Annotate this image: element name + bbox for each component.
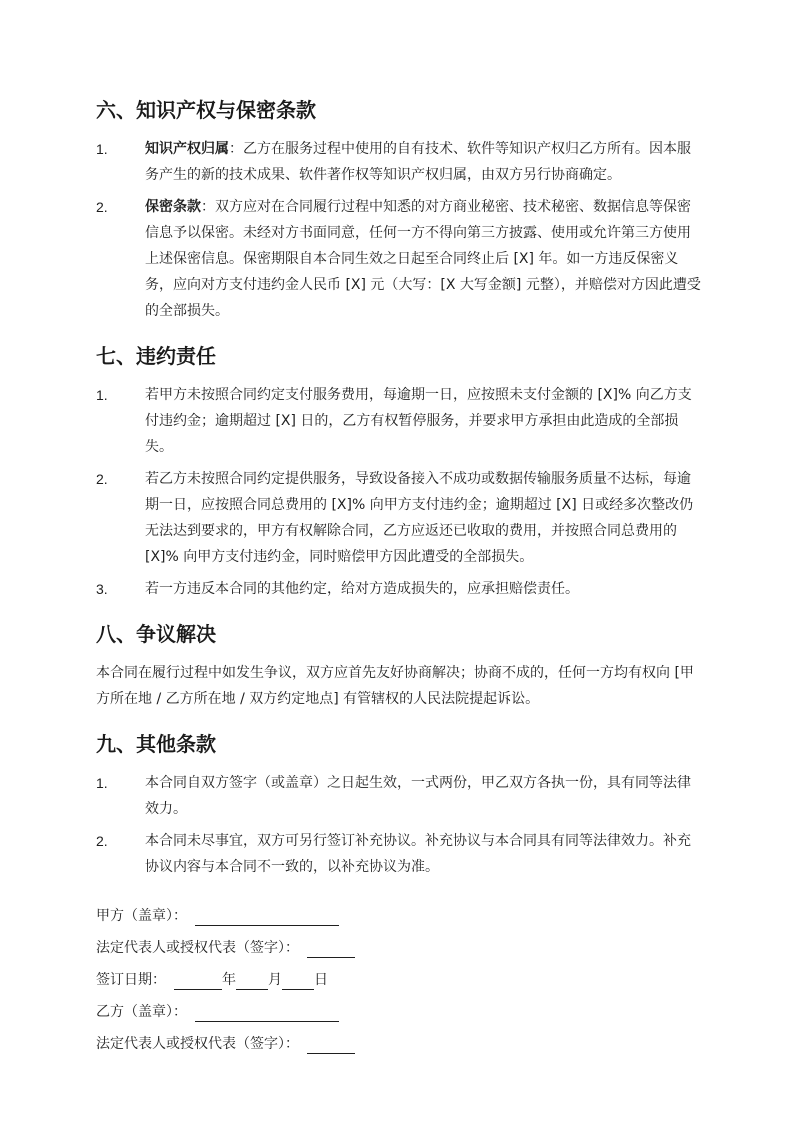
party-a-seal-blank[interactable] [195,909,339,926]
clause-number: 1. [96,387,108,403]
clause-list [96,770,702,880]
section-title: 七、违约责任 [96,344,216,368]
signature-block [96,894,702,1054]
clause-term: 知识产权归属 [145,141,229,157]
clause-text: 若一方违反本合同的其他约定，给对方造成损失的，应承担赔偿责任。 [145,581,579,597]
clause-item [96,466,702,570]
date-label: 签订日期： [96,972,166,988]
party-b-label: 乙方（盖章）： [96,1004,187,1020]
party-b-seal-blank[interactable] [195,1005,339,1022]
year-blank[interactable] [174,973,222,990]
clause-item [96,382,702,460]
party-b-rep-label: 法定代表人或授权代表（签字）： [96,1036,299,1052]
clause-text: 本合同自双方签字（或盖章）之日起生效，一式两份，甲乙双方各执一份，具有同等法律效力。 [145,775,691,817]
clause-body [145,136,702,188]
clause-body [145,194,702,324]
clause-text: 双方应对在合同履行过程中知悉的对方商业秘密、技术秘密、数据信息等保密信息予以保密。未经对方书面同意，任何一方不得向第三方披露、使用或允许第三方使用上述保密信息。保密期限自本合同生效之日起至合同终止后 [X] 年。如一方违反保密义务，应向对方支付违约金人民币 [X] 元（大写：[X 大写金额] 元整），并赔偿对方因此遭受的全部损失。 [145,199,701,319]
clause-number: 2. [96,471,108,487]
clause-number: 2. [96,199,108,215]
party-b-rep-line [96,1022,702,1054]
party-a-rep-blank[interactable] [307,941,355,958]
clause-item [96,770,702,822]
month-label: 月 [268,972,282,988]
day-label: 日 [314,972,328,988]
contract-page [96,92,702,1054]
dispute-paragraph: 本合同在履行过程中如发生争议，双方应首先友好协商解决；协商不成的，任何一方均有权向 [甲方所在地 / 乙方所在地 / 双方约定地点] 有管辖权的人民法院提起诉讼。 [96,665,694,707]
section-other-terms [96,726,702,880]
year-label: 年 [222,972,236,988]
section-dispute-resolution [96,616,702,712]
section-title: 六、知识产权与保密条款 [96,98,316,122]
clause-item [96,136,702,188]
clause-list [96,136,702,324]
party-a-rep-line [96,926,702,958]
day-blank[interactable] [282,973,314,990]
party-a-label: 甲方（盖章）： [96,908,187,924]
clause-number: 1. [96,775,108,791]
month-blank[interactable] [236,973,268,990]
party-a-seal-line [96,894,702,926]
clause-number: 2. [96,833,108,849]
clause-term: 保密条款 [145,199,201,215]
clause-number: 1. [96,141,108,157]
clause-text: 若乙方未按照合同约定提供服务，导致设备接入不成功或数据传输服务质量不达标，每逾期一日，应按照合同总费用的 [X]% 向甲方支付违约金；逾期超过 [X] 日或经多次整改仍无法达到要求的，甲方有权解除合同，乙方应返还已收取的费用，并按照合同总费用的 [X]% 向甲方支付违约金，同时赔偿甲方因此遭受的全部损失。 [145,471,694,565]
clause-item [96,576,702,602]
clause-list [96,382,702,602]
clause-text: 若甲方未按照合同约定支付服务费用，每逾期一日，应按照未支付金额的 [X]% 向乙方支付违约金；逾期超过 [X] 日的，乙方有权暂停服务，并要求甲方承担由此造成的全部损失。 [145,387,692,455]
clause-item [96,828,702,880]
party-a-rep-label: 法定代表人或授权代表（签字）： [96,940,299,956]
party-b-seal-line [96,990,702,1022]
clause-text: 本合同未尽事宜，双方可另行签订补充协议。补充协议与本合同具有同等法律效力。补充协议内容与本合同不一致的，以补充协议为准。 [145,833,691,875]
section-breach-liability [96,338,702,602]
clause-separator: ： [201,199,215,215]
section-title: 九、其他条款 [96,732,216,756]
clause-number: 3. [96,581,108,597]
clause-separator: ： [229,141,243,157]
clause-item [96,194,702,324]
section-title: 八、争议解决 [96,622,216,646]
signing-date-line [96,958,702,990]
clause-text: 乙方在服务过程中使用的自有技术、软件等知识产权归乙方所有。因本服务产生的新的技术成果、软件著作权等知识产权归属，由双方另行协商确定。 [145,141,691,183]
party-b-rep-blank[interactable] [307,1037,355,1054]
section-ip-confidentiality [96,92,702,324]
